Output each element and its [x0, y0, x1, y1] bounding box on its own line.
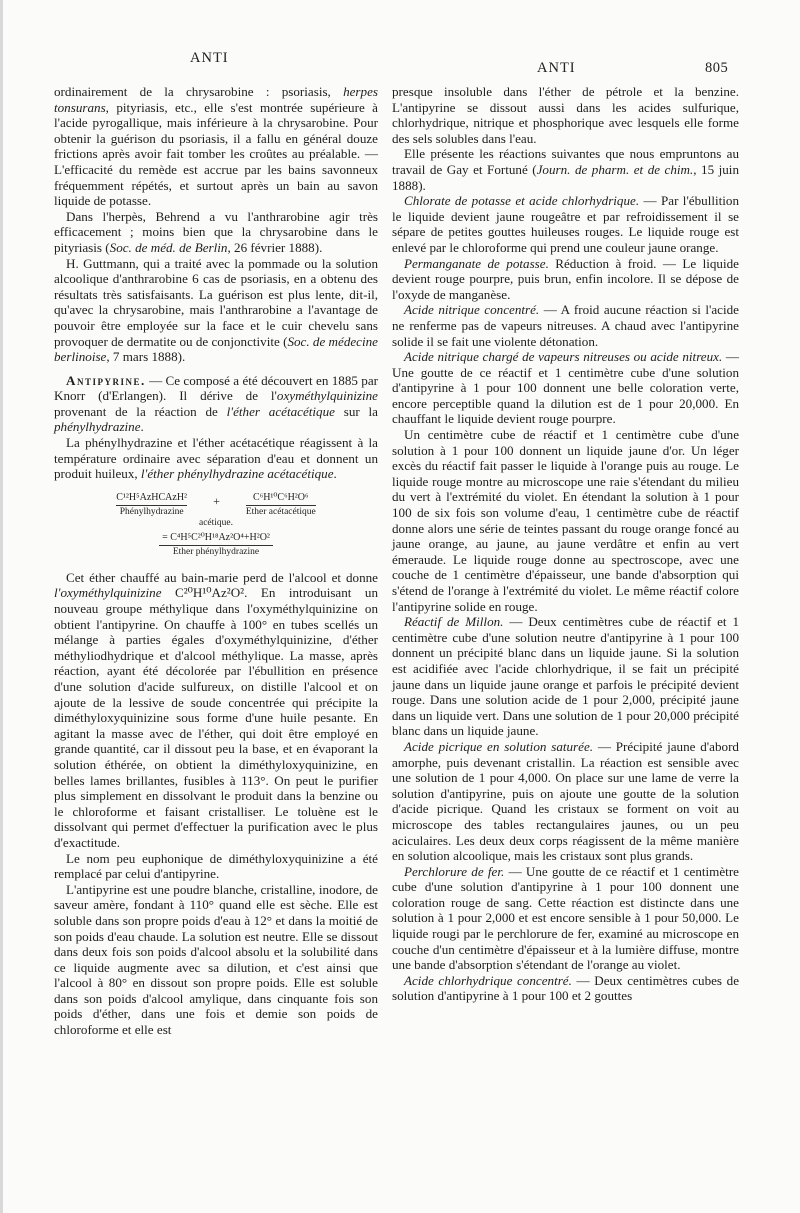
reaction-heading: Chlorate de potasse et acide chlorhydrique. [404, 193, 640, 209]
paragraph: presque insoluble dans l'éther de pétrole et la benzine. L'antipyrine se dissout aussi dans les acides sulfurique, chlorhydrique, nitrique et phosphorique avec lesquels elle forme des sels solubles dans l'eau. [392, 84, 739, 146]
formula-reactants [54, 492, 378, 518]
text: , pityriasis, etc., elle s'est montrée supérieure à l'acide pyrogallique, mais inférieure à la chrysarobine. Pour obtenir la guérison du psoriasis, il a fallu en général douze frictions après avoir fait tomber les croûtes au préalable. — L'efficacité du remède est accrue par les bains savonneux fréquemment répétés, et surtout après un bain au savon liquide de potasse. [54, 99, 378, 209]
italic-term: l'oxyméthylquinizine [54, 585, 162, 601]
text: — Une goutte de ce réactif et 1 centimètre cube d'une solution d'antipyrine à 1 pour 100 donnent une coloration rouge de sang. Cette réaction est distincte dans une solution à 1 pour 2,000 et est encore sensible à 1 pour 50,000. Le liquide rougi par le perchlorure de fer, examiné au microscope en couche d'un centimètre d'épaisseur et à la lumière diffuse, montre une bande d'absorption s'étendant de l'orange au violet. [392, 863, 739, 973]
text: Cet éther chauffé au bain-marie perd de l'alcool et donne [66, 569, 378, 585]
left-column [54, 84, 378, 1038]
text: — Par l'ébullition le liquide devient jaune rougeâtre et par refroidissement il se sépare de petites gouttes huileuses rouges. Le liquide rouge est enlevé par le chloroforme qui prend une couleur jaune orange. [392, 193, 739, 255]
paragraph: Le nom peu euphonique de diméthyloxyquinizine a été remplacé par celui d'antipyrine. [54, 850, 378, 882]
text: H. Guttmann, qui a traité avec la pommade ou la solution alcoolique d'anthrarobine 6 cas de psoriasis, en a obtenu des résultats très satisfaisants. La guérison est plus lente, dit-il, qu'avec la chrysarobine, mais l'anthrarobine a l'avantage de pouvoir être employée sur la face et le cuir chevelu sans provoquer de dermatite ou de conjonctivite ( [54, 255, 378, 349]
reaction-heading: Acide chlorhydrique concentré. [404, 972, 572, 988]
text: — Ce composé a été découvert en 1885 par Knorr (d'Erlangen). Il dérive de l' [54, 372, 378, 404]
italic-term: l'éther acétacétique [226, 403, 335, 419]
formula-label-continued: acétique. [198, 517, 234, 528]
text: Réduction à froid. — Le liquide devient rouge pourpre, puis brun, enfin incolore. Il se dépose de l'oxyde de manganèse. [392, 255, 739, 302]
reaction-paragraph [392, 256, 739, 303]
paragraph [54, 84, 378, 209]
text: — Deux centimètres cubes de solution d'antipyrine à 1 pour 100 et 2 gouttes [392, 972, 739, 1004]
running-head-right: ANTI [537, 60, 576, 76]
text: . [140, 419, 144, 435]
reaction-heading: Réactif de Millon. [404, 614, 504, 630]
text: , 7 mars 1888). [106, 349, 186, 365]
italic-term: l'éther phénylhydrazine acétacétique [140, 466, 334, 482]
reaction-heading: Acide picrique en solution saturée. [404, 738, 594, 754]
text: — A froid aucune réaction si l'acide ne renferme pas de vapeurs nitreuses. A chaud avec l'antipyrine solide il se fait une violente détonation. [392, 302, 739, 349]
reaction-paragraph [392, 193, 739, 255]
text: ordinairement de la chrysarobine : psoriasis, [54, 84, 344, 99]
citation: Journ. de pharm. et de chim. [536, 161, 694, 177]
text: Elle présente les réactions suivantes que nous empruntons au travail de Gay et Fortuné ( [392, 146, 739, 177]
reaction-paragraph [392, 864, 739, 973]
italic-term: herpes tonsurans [54, 84, 378, 115]
text: . [333, 466, 337, 482]
paragraph: L'antipyrine est une poudre blanche, cristalline, inodore, de saveur amère, fondant à 110° quand elle est sèche. Elle est soluble dans son propre poids d'eau à 12° et dans la moitié de son poids d'eau chaude. La solution est neutre. Elle se dissout dans deux fois son poids d'alcool absolu et la solubilité dans ce liquide augmente avec sa dilution, et c'est ainsi que l'alcool à 80° en dissout son propre poids. Elle est soluble dans son poids d'alcool amylique, dans cinquante fois son poids d'éther, dans une fois et demie son poids de chloroforme et elle est [54, 881, 378, 1038]
citation: Soc. de médecine berlinoise [54, 333, 378, 365]
paragraph: Un centimètre cube de réactif et 1 centimètre cube d'une solution à 1 pour 100 donnent un liquide jaune d'or. Un léger excès du réactif fait passer le liquide à l'orange puis au rouge. Le liquide rouge montre au microscope une raie s'étendant du milieu du vert à l'extrémité du violet. En étendant la solution à 1 pour 100 de six fois son volume d'eau, 1 centimètre cube de réactif donne alors une série de teintes passant du rouge orange foncé au jaune orange, au jaune, au jaune verdâtre et enfin au vert émeraude. Le liquide rouge donne au spectroscope, avec une couche de 1 centimètre d'épaisseur, une bande d'absorption qui s'étend de l'orange à l'extrémité du violet. Le même réactif colore l'antipyrine solide en rouge. [392, 427, 739, 614]
paragraph [392, 146, 739, 193]
formula-label: Ether acétacétique [245, 506, 316, 517]
reaction-paragraph [392, 739, 739, 864]
formula-product: = C⁴H⁵C²⁰H¹⁸Az²O⁴+H²O² [162, 531, 270, 543]
running-head-left: ANTI [190, 50, 229, 66]
page-number: 805 [705, 60, 729, 76]
reaction-heading: Acide nitrique concentré. [404, 302, 540, 318]
formula-label: Ether phénylhydrazine [159, 545, 273, 558]
right-column [392, 84, 739, 1004]
italic-term: phénylhydrazine [54, 419, 141, 435]
entry-paragraph [54, 373, 378, 435]
text: — Une goutte de ce réactif et 1 centimètre cube d'une solution d'antipyrine à 1 pour 100 donnent une belle coloration verte, encore perceptible quand la dilution est de 1 pour 20,000. En chauffant le liquide devient rouge pourpre. [392, 349, 739, 427]
formula-text: C⁶H¹⁰C⁶H²O⁶ [253, 491, 309, 503]
formula-reactant [246, 492, 316, 518]
reaction-paragraph [392, 349, 739, 427]
reaction-heading: Acide nitrique chargé de vapeurs nitreuses ou acide nitreux. [404, 349, 723, 365]
citation: Soc. de méd. de Berlin [109, 239, 228, 255]
formula-text: C¹²H⁵AzHCAzH² [116, 491, 188, 503]
text: , 26 février 1888). [227, 239, 323, 255]
text: — Précipité jaune d'abord amorphe, puis devenant cristallin. La réaction est sensible avec une solution de 1 pour 4,000. On place sur une lame de verre la solution d'antipyrine, puis on ajoute une goutte de la solution d'acide picrique. Quand les cristaux se forment on voit au microscope des tables rectangulaires jaunes, ou un peu aciculaires. Les deux deux corps réagissent de la même manière en solution alcoolique, mais les cristaux sont plus grands. [392, 738, 739, 864]
text: La phénylhydrazine et l'éther acétacétique réagissent à la température ordinaire avec séparation d'eau et donnent un produit huileux, [54, 435, 378, 482]
text: , 15 juin 1888). [392, 161, 739, 193]
text: Dans l'herpès, Behrend a vu l'anthrarobine agir très efficacement ; moins bien que la chrysarobine dans le pityriasis ( [54, 208, 378, 255]
text: C²⁰H¹⁰Az²O². En introduisant un nouveau groupe méthylique dans l'oxyméthylquinizine on obtient l'antipyrine. On chauffe à 100° en tubes scellés un mélange à parties égales d'oxyméthylquinizine, d'éther méthyliodhydrique et d'alcool méthylique. La masse, après réaction, ayant été décolorée par l'ébullition en présence d'une solution d'acide sulfureux, on distille l'alcool et on ajoute de la lessive de soude concentrée qui précipite la diméthyloxyquinizine sous forme d'une huile pesante. En agitant la masse avec de l'éther, qui doit être employé en grande quantité, car il dissout peu la base, et en évaporant la solution éthérée, on obtient la diméthyloxyquinizine, en belles lames brillantes, fusibles à 113°. On peut le purifier plus simplement en dissolvant le produit dans la benzine ou le chloroforme et faisant cristalliser. Le toluène est le dissolvant qui permet d'effectuer la purification avec le plus d'exactitude. [54, 585, 378, 850]
reaction-paragraph [392, 614, 739, 739]
reaction-paragraph [392, 973, 739, 1004]
reaction-paragraph [392, 302, 739, 349]
reaction-heading: Perchlorure de fer. [404, 863, 505, 879]
text: provenant de la réaction de [54, 403, 227, 419]
paragraph [54, 435, 378, 482]
text: — Deux centimètres cube de réactif et 1 centimètre cube d'une solution neutre d'antipyrine à 1 pour 100 donnent un précipité blanc dans un liquide jaune. Si la solution est acidifiée avec l'acide chlorhydrique, il se fait un précipité jaune dans un liquide jaune orange et parfois le précipité devient rouge. Dans une solution acide de 1 pour 2,000, précipité jaune dans un liquide vert. Dans une solution de 1 pour 20,000 précipité blanc dans un liquide jaune. [392, 614, 739, 739]
page-gutter [0, 0, 3, 1213]
chemical-formula [54, 492, 378, 558]
reaction-heading: Permanganate de potasse. [404, 255, 549, 271]
paragraph [54, 209, 378, 256]
formula-reactant [116, 492, 187, 518]
text: sur la [334, 403, 378, 419]
entry-headword: Antipyrine. [66, 372, 146, 388]
paragraph [54, 256, 378, 365]
italic-term: oxyméthylquinizine [276, 388, 378, 404]
formula-plus: + [213, 493, 220, 508]
paragraph [54, 570, 378, 851]
formula-label: Phénylhydrazine [116, 505, 187, 518]
